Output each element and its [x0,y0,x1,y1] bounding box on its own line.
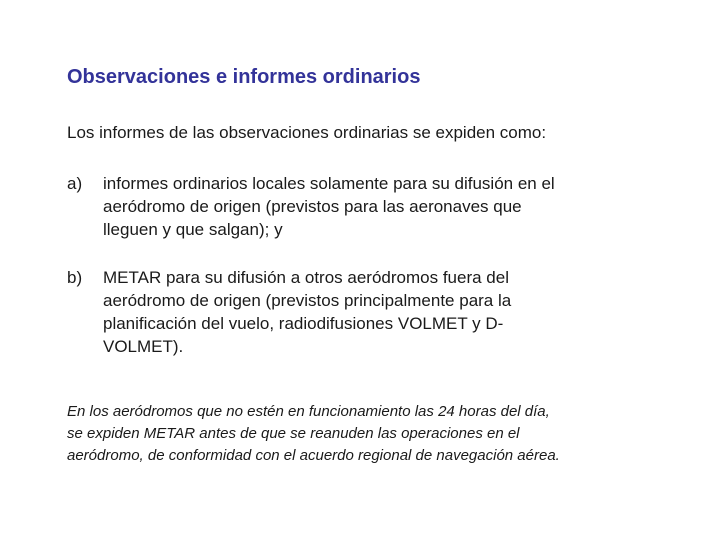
note-line-1: En los aeródromos que no estén en funcionamiento las 24 horas del día, [67,403,550,420]
slide-title: Observaciones e informes ordinarios [67,66,421,88]
list-marker-b: b) [67,268,83,287]
list-item-b-line-4: VOLMET). [103,337,184,356]
note-line-3: aeródromo, de conformidad con el acuerdo regional de navegación aérea. [67,447,560,464]
list-item-b [67,266,647,358]
list-item-a-line-1: informes ordinarios locales solamente para su difusión en el [103,174,555,193]
list-marker-a: a) [67,174,83,193]
list-item-b-line-2: aeródromo de origen (previstos principalmente para la [103,291,512,310]
intro-text: Los informes de las observaciones ordinarias se expiden como: [67,123,547,142]
list-item-a-line-3: lleguen y que salgan); y [103,220,283,239]
list-item-b-line-3: planificación del vuelo, radiodifusiones VOLMET y D- [103,314,504,333]
note-line-2: se expiden METAR antes de que se reanuden las operaciones en el [67,425,520,442]
list-item-a [67,172,647,241]
list-item-a-line-2: aeródromo de origen (previstos para las aeronaves que [103,197,522,216]
italic-note [67,401,560,467]
list-item-b-line-1: METAR para su difusión a otros aeródromos fuera del [103,268,509,287]
